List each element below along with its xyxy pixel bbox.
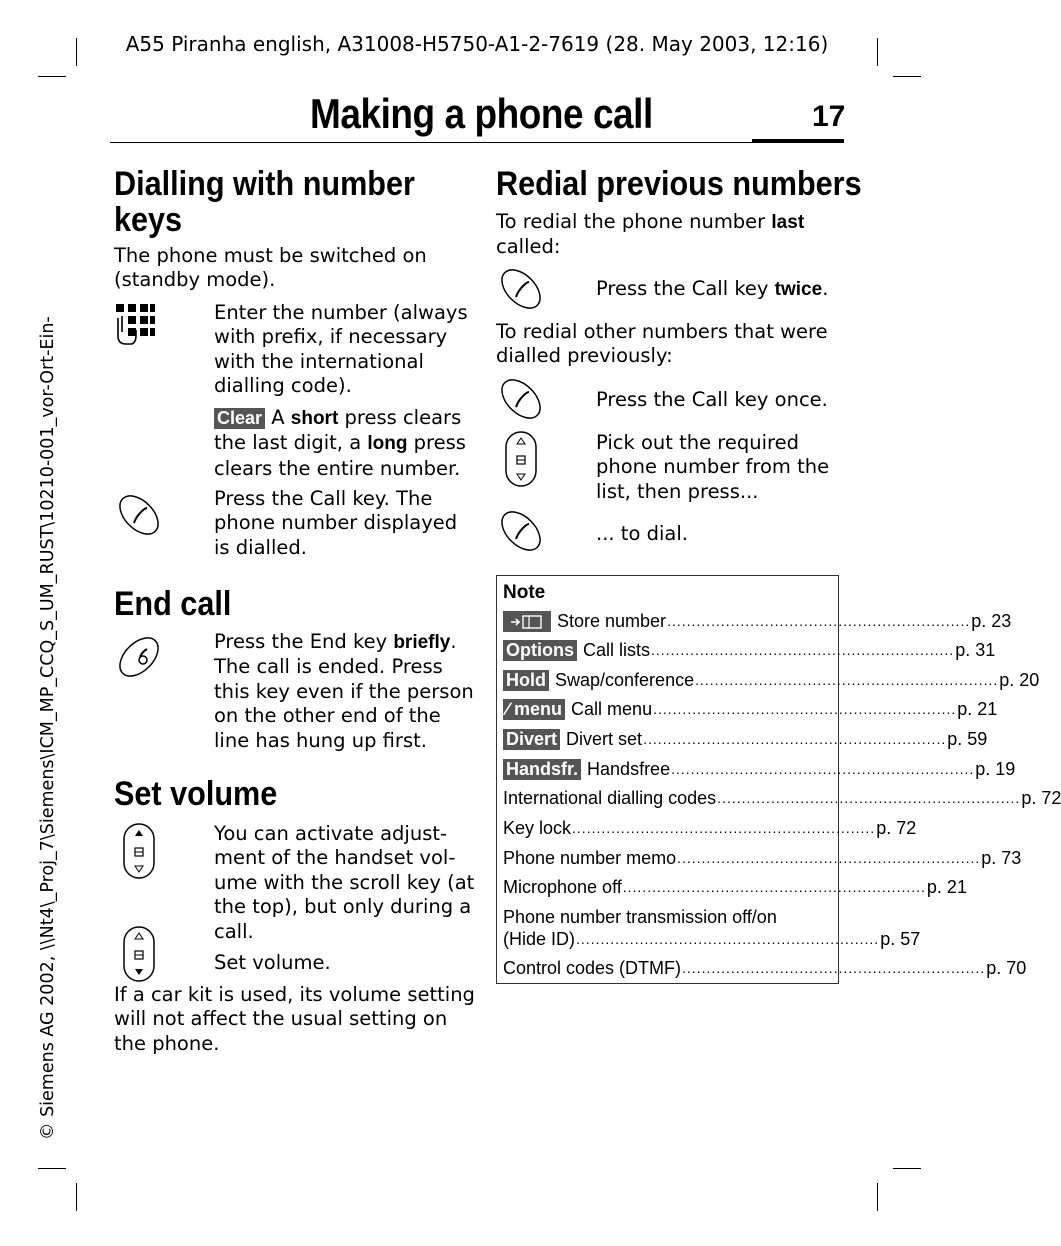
press-once-text: Press the Call key once.	[596, 388, 828, 411]
page-ref: p. 21	[957, 699, 998, 719]
call-menu-softkey[interactable]: ∕ menu	[503, 699, 565, 720]
call-key-icon	[114, 490, 164, 540]
handset-icon: ∕	[506, 699, 510, 719]
end-call-text: Press the End key briefly. The call is ended. Press this key even if the person on the other end of the line has hung up first.	[214, 630, 474, 752]
crop-mark	[38, 76, 66, 77]
note-row: Key lock .............................................................. p. 72	[503, 818, 917, 838]
page-ref: p. 31	[955, 640, 996, 660]
page-number: 17	[812, 100, 846, 133]
note-row: Control codes (DTMF) .............................................................. p. 70	[503, 958, 1027, 978]
handsfree-softkey[interactable]: Handsfr.	[503, 759, 581, 780]
page-ref: p. 72	[876, 818, 917, 838]
page-ref: p. 70	[986, 958, 1027, 978]
crop-mark	[893, 1168, 921, 1169]
note-box	[496, 575, 1061, 984]
running-header: A55 Piranha english, A31008-H5750-A1-2-7619 (28. May 2003, 12:16)	[125, 32, 829, 56]
redial-other-text: To redial other numbers that were dialled previously:	[496, 320, 828, 368]
page-ref: p. 59	[947, 729, 988, 749]
options-softkey[interactable]: Options	[503, 640, 577, 661]
call-key-icon	[496, 506, 546, 556]
page-number-rule	[752, 139, 844, 143]
note-row: Divert Divert set .............................................................. p. 59	[503, 728, 831, 750]
crop-mark	[893, 76, 921, 77]
note-row: Options Call lists .............................................................. p. 31	[503, 639, 831, 661]
keypad-icon	[114, 302, 158, 348]
set-volume-text: Set volume.	[214, 951, 331, 974]
scroll-key-icon	[122, 822, 158, 880]
pick-number-text: Pick out the required phone number from the list, then press...	[596, 431, 830, 503]
heading-end-call: End call	[114, 585, 232, 623]
page-ref: p. 23	[971, 611, 1012, 631]
note-row: ∕ menu Call menu .............................................................. p. 21	[503, 698, 831, 720]
crop-mark	[38, 1168, 66, 1169]
crop-mark	[877, 1183, 878, 1211]
note-row: Handsfr. Handsfree .............................................................. p. 19	[503, 758, 831, 780]
scroll-key-icon	[122, 925, 158, 983]
note-row: Microphone off .............................................................. p. 21	[503, 877, 967, 897]
note-row: (Hide ID) .............................................................. p. 57	[503, 929, 921, 949]
heading-dialling: Dialling with number keys	[114, 165, 415, 239]
page-ref: p. 57	[880, 929, 921, 949]
page-ref: p. 72	[1021, 788, 1061, 808]
page-ref: p. 21	[926, 877, 967, 897]
sidebar-path: © Siemens AG 2002, \\Nt4\_Proj_7\Siemens\ICM_MP_CCQ_S_UM_RUST\10210-001_vor-Ort-Ein-	[38, 316, 58, 1140]
page-title: Making a phone call	[310, 90, 653, 137]
end-key-icon	[114, 632, 164, 682]
redial-intro: To redial the phone number last called:	[496, 210, 805, 259]
note-row: Phone number memo .............................................................. p. 73	[503, 848, 1022, 868]
call-key-icon	[496, 264, 546, 314]
call-key-icon	[496, 374, 546, 424]
hold-softkey[interactable]: Hold	[503, 670, 549, 691]
clear-softkey[interactable]: Clear	[214, 408, 265, 429]
heading-redial: Redial previous numbers	[496, 165, 862, 203]
title-rule	[110, 142, 844, 143]
press-twice-text: Press the Call key twice.	[596, 277, 829, 300]
note-row: Phone number transmission off/on	[503, 907, 777, 927]
enter-number-text: Enter the number (always with prefix, if necessary with the international dialling code).	[214, 301, 468, 398]
note-row: Store number .............................................................. p. 23	[503, 610, 831, 632]
phonebook-icon[interactable]	[503, 611, 551, 632]
divert-softkey[interactable]: Divert	[503, 729, 560, 750]
note-title: Note	[503, 582, 546, 603]
scroll-key-icon	[504, 430, 540, 488]
call-key-text: Press the Call key. The phone number displayed is dialled.	[214, 487, 458, 559]
note-row: International dialling codes .............................................................. p. 72	[503, 788, 1061, 808]
page-ref: p. 19	[975, 759, 1016, 779]
car-kit-text: If a car kit is used, its volume setting will not affect the usual setting on the phone.	[114, 983, 475, 1055]
to-dial-text: ... to dial.	[596, 522, 688, 545]
page-ref: p. 20	[999, 670, 1040, 690]
page-ref: p. 73	[981, 848, 1022, 868]
dialling-intro: The phone must be switched on (standby mode).	[114, 244, 427, 292]
crop-mark	[76, 1183, 77, 1211]
clear-instruction: Clear A short press clears the last digit, a long press clears the entire number.	[214, 406, 466, 480]
volume-text: You can activate adjust- ment of the handset vol- ume with the scroll key (at the top), but only during a call.	[214, 822, 475, 943]
heading-set-volume: Set volume	[114, 775, 278, 813]
note-row: Hold Swap/conference .............................................................. p. 20	[503, 669, 831, 691]
